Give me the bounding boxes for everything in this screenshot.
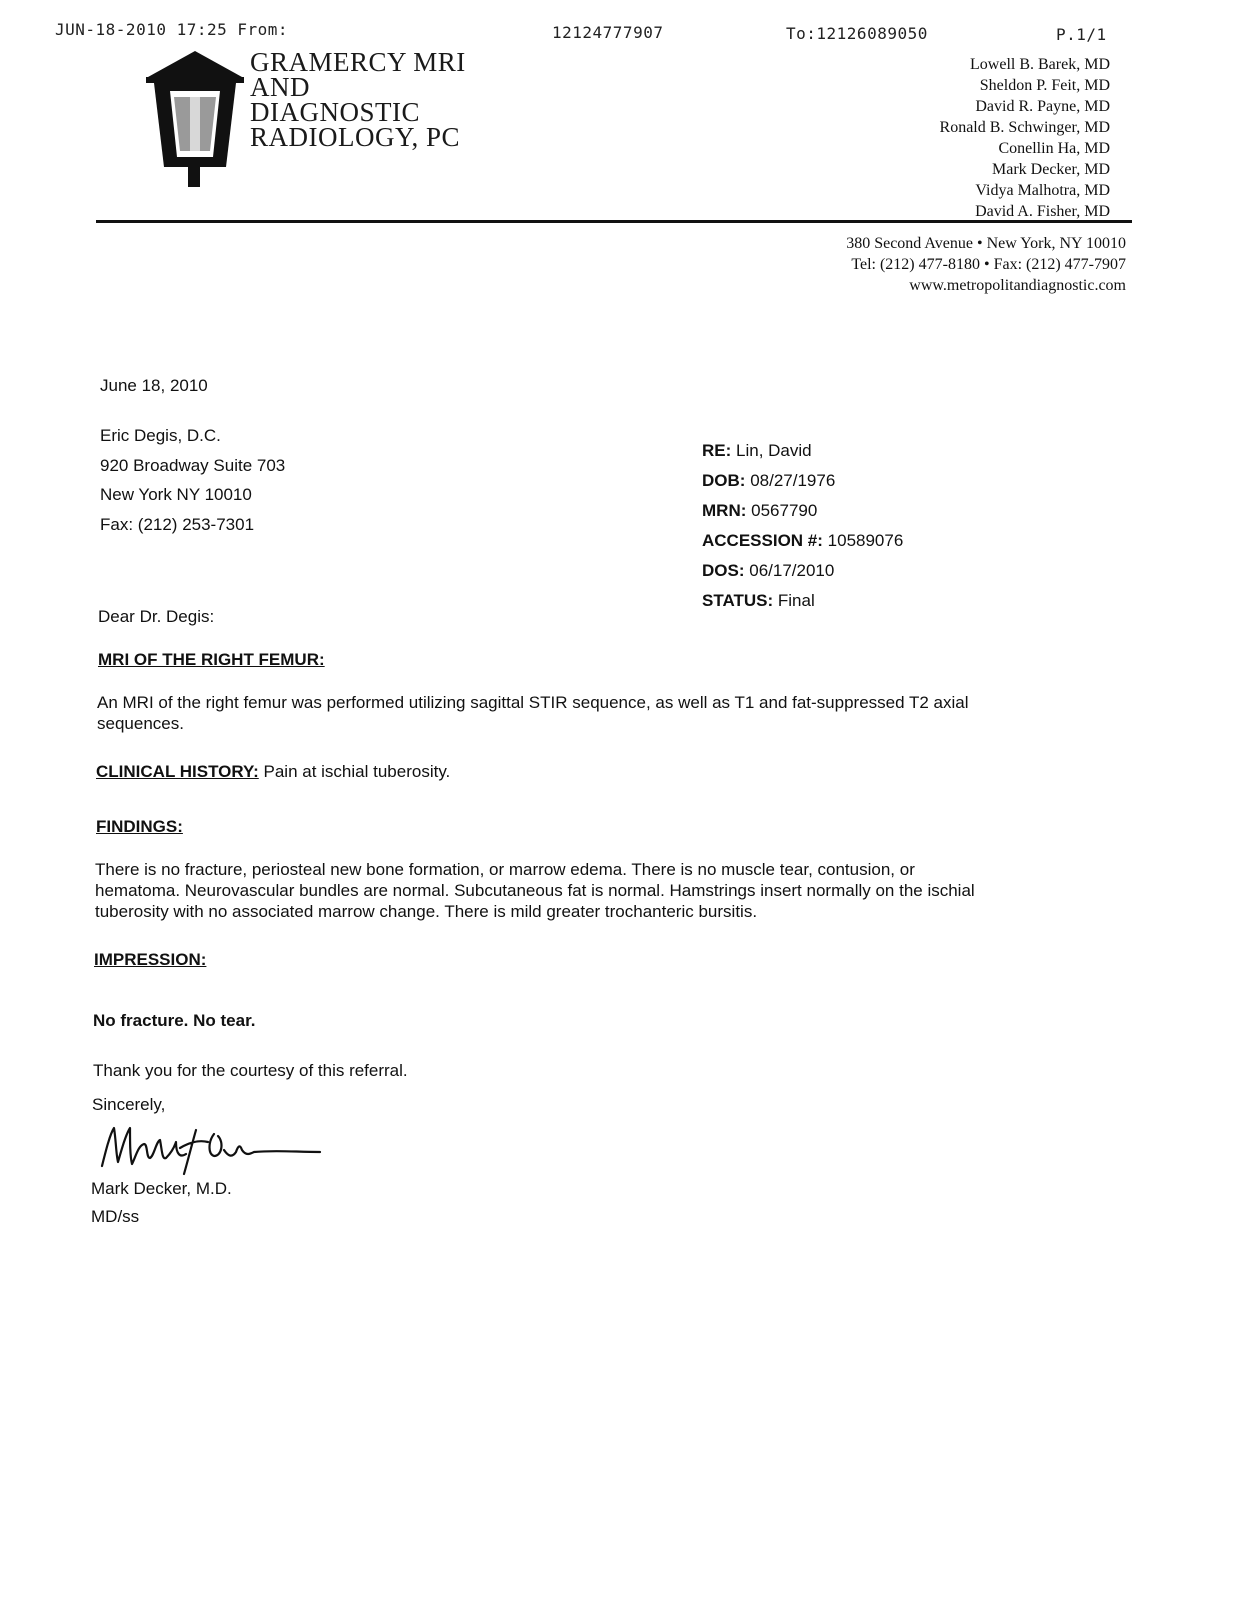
salutation: Dear Dr. Degis:	[98, 607, 215, 626]
history-heading: CLINICAL HISTORY:	[96, 762, 259, 781]
field-label: STATUS:	[702, 591, 774, 610]
exam-heading: MRI OF THE RIGHT FEMUR:	[98, 650, 325, 669]
field-value: 08/27/1976	[750, 471, 836, 490]
doctor-name: Lowell B. Barek, MD	[970, 56, 1110, 73]
street-address: 380 Second Avenue • New York, NY 10010	[846, 235, 1126, 252]
exam-text-line: An MRI of the right femur was performed utilizing sagittal STIR sequence, as well as T1 and fat-suppressed T2 axial	[97, 693, 969, 712]
patient-field-status	[702, 586, 903, 616]
lantern-icon	[140, 47, 250, 187]
exam-text-line: sequences.	[97, 714, 184, 733]
recipient-fax: Fax: (212) 253-7301	[100, 514, 255, 534]
phone-fax: Tel: (212) 477-8180 • Fax: (212) 477-7907	[851, 256, 1126, 273]
recipient-street: 920 Broadway Suite 703	[100, 455, 286, 475]
impression-heading: IMPRESSION:	[94, 950, 207, 969]
clinical-history	[96, 762, 450, 782]
field-value: 0567790	[751, 501, 818, 520]
doctor-name: Conellin Ha, MD	[998, 140, 1110, 157]
field-value: 06/17/2010	[749, 561, 835, 580]
field-label: DOS:	[702, 561, 745, 580]
findings-line: There is no fracture, periosteal new bone formation, or marrow edema. There is no muscle tear, contusion, or	[95, 860, 915, 879]
history-text: Pain at ischial tuberosity.	[263, 762, 451, 781]
letterhead-divider	[96, 220, 1132, 223]
field-label: RE:	[702, 441, 732, 460]
closing-text: Sincerely,	[92, 1095, 166, 1114]
field-label: ACCESSION #:	[702, 531, 823, 550]
org-name	[250, 47, 466, 152]
patient-info	[702, 436, 903, 616]
patient-field-re	[702, 436, 903, 466]
doctor-name: Vidya Malhotra, MD	[975, 182, 1110, 199]
org-name-line: AND	[250, 72, 310, 102]
signature-image	[96, 1120, 326, 1176]
patient-field-dos	[702, 556, 903, 586]
findings-line: tuberosity with no associated marrow change. There is mild greater trochanteric bursitis.	[95, 902, 758, 921]
field-label: MRN:	[702, 501, 747, 520]
org-name-line: DIAGNOSTIC	[250, 97, 420, 127]
thanks-text: Thank you for the courtesy of this referral.	[93, 1061, 408, 1080]
doctor-name: David A. Fisher, MD	[975, 203, 1110, 220]
patient-field-mrn	[702, 496, 903, 526]
field-label: DOB:	[702, 471, 746, 490]
findings-line: hematoma. Neurovascular bundles are normal. Subcutaneous fat is normal. Hamstrings insert normally on the ischial	[95, 881, 975, 900]
org-name-line: GRAMERCY MRI	[250, 47, 466, 77]
fax-from-number: 12124777907	[552, 23, 664, 42]
patient-field-accession	[702, 526, 903, 556]
field-value: Lin, David	[736, 441, 812, 460]
exam-description	[97, 692, 1137, 734]
recipient-name: Eric Degis, D.C.	[100, 426, 221, 445]
fax-to-number: To:12126089050	[786, 24, 928, 43]
field-value: 10589076	[827, 531, 904, 550]
doctor-name: Ronald B. Schwinger, MD	[939, 119, 1110, 136]
fax-page-number: P.1/1	[1056, 25, 1107, 44]
website: www.metropolitandiagnostic.com	[909, 277, 1126, 294]
findings-text	[95, 859, 1140, 922]
recipient-block	[100, 421, 285, 539]
impression-text: No fracture. No tear.	[93, 1011, 256, 1030]
findings-heading: FINDINGS:	[96, 817, 183, 836]
address-block	[846, 233, 1126, 296]
typist-initials: MD/ss	[91, 1207, 140, 1226]
patient-field-dob	[702, 466, 903, 496]
field-value: Final	[777, 591, 815, 610]
doctor-name: Mark Decker, MD	[992, 161, 1110, 178]
recipient-city: New York NY 10010	[100, 485, 252, 504]
doctor-list	[940, 54, 1110, 222]
doctor-name: David R. Payne, MD	[975, 98, 1110, 115]
fax-datetime: JUN-18-2010 17:25 From:	[55, 20, 289, 39]
org-name-line: RADIOLOGY, PC	[250, 122, 461, 152]
letter-date: June 18, 2010	[100, 376, 208, 395]
doctor-name: Sheldon P. Feit, MD	[979, 77, 1110, 94]
signer-name: Mark Decker, M.D.	[91, 1179, 232, 1198]
